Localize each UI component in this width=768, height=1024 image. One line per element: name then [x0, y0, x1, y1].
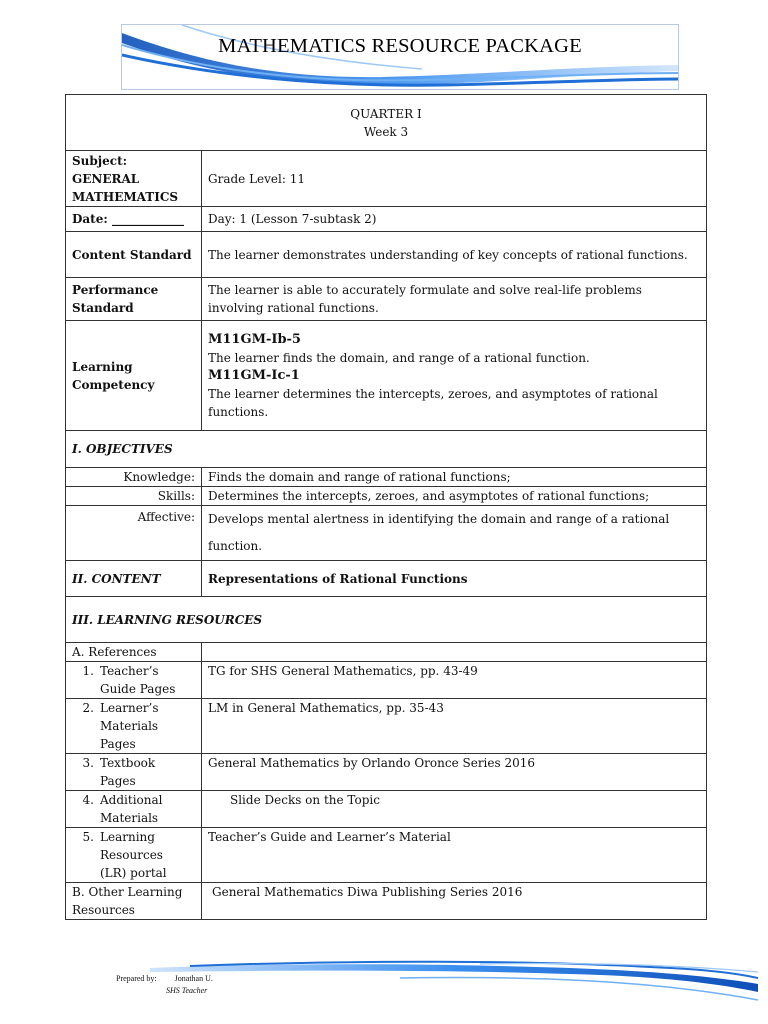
performance-standard-row [66, 278, 707, 321]
performance-label-line1: Performance [72, 283, 159, 297]
resource-row-4 [66, 791, 707, 828]
resource-label-5: Learning Resources (LR) portal [100, 830, 167, 880]
competency-cell [202, 321, 707, 431]
prepared-by-label: Prepared by: [116, 974, 157, 983]
references-label: A. References [66, 643, 202, 662]
preparer-role: SHS Teacher [166, 986, 208, 995]
quarter-label: QUARTER I [350, 106, 422, 121]
competency-code-1: M11GM-Ib-5 [208, 331, 301, 347]
resource-num-1: 1. [82, 664, 94, 678]
other-resources-label-text: B. Other Learning Resources [72, 885, 183, 917]
subject-value: GENERAL MATHEMATICS [72, 171, 179, 204]
resource-label-4: Additional Materials [100, 793, 163, 825]
subject-label: Subject: [72, 153, 128, 168]
resources-heading-row [66, 597, 707, 643]
resource-row-1 [66, 662, 707, 699]
skills-text: Determines the intercepts, zeroes, and asymptotes of rational functions; [202, 487, 707, 506]
objectives-heading-row [66, 431, 707, 468]
competency-label-line1: Learning [72, 359, 133, 374]
resource-row-2 [66, 699, 707, 754]
resource-label-2: Learner’s Materials Pages [100, 701, 159, 751]
header-banner [121, 24, 679, 90]
competency-row [66, 321, 707, 431]
resource-num-2: 2. [82, 701, 94, 715]
resource-num-3: 3. [82, 756, 94, 770]
resource-value-1: TG for SHS General Mathematics, pp. 43-49 [202, 662, 707, 699]
resources-heading: III. LEARNING RESOURCES [66, 597, 707, 643]
content-standard-label: Content Standard [66, 232, 202, 278]
resource-value-4: Slide Decks on the Topic [202, 791, 707, 828]
competency-code-2: M11GM-Ic-1 [208, 367, 300, 383]
affective-label: Affective: [66, 506, 202, 561]
competency-text-2: The learner determines the intercepts, zeroes, and asymptotes of rational functions. [208, 386, 658, 419]
prepared-by [116, 974, 213, 983]
content-heading: II. CONTENT [66, 561, 202, 597]
resource-value-5: Teacher’s Guide and Learner’s Material [202, 828, 707, 883]
quarter-row [66, 95, 707, 151]
knowledge-text: Finds the domain and range of rational functions; [202, 468, 707, 487]
other-resources-value: General Mathematics Diwa Publishing Series 2016 [202, 883, 707, 920]
lesson-plan-table [65, 94, 707, 920]
day-value: Day: 1 (Lesson 7-subtask 2) [202, 207, 707, 232]
resource-label-3: Textbook Pages [100, 756, 156, 788]
other-resources-label [66, 883, 202, 920]
content-standard-row [66, 232, 707, 278]
resource-num-5: 5. [82, 830, 94, 844]
performance-standard-text: The learner is able to accurately formulate and solve real-life problems involving rational functions. [202, 278, 707, 321]
week-label: Week 3 [363, 124, 409, 139]
resource-num-4: 4. [82, 793, 94, 807]
subject-row [66, 151, 707, 207]
affective-text: Develops mental alertness in identifying the domain and range of a rational function. [202, 506, 707, 561]
grade-level: Grade Level: 11 [202, 151, 707, 207]
resource-label-1: Teacher’s Guide Pages [100, 664, 176, 696]
content-row [66, 561, 707, 597]
knowledge-row [66, 468, 707, 487]
quarter-cell [66, 95, 707, 151]
competency-label [66, 321, 202, 431]
footer-swoosh-graphic [150, 958, 758, 1004]
content-standard-text: The learner demonstrates understanding of key concepts of rational functions. [202, 232, 707, 278]
date-label: Date: ____________ [66, 207, 202, 232]
knowledge-label: Knowledge: [66, 468, 202, 487]
preparer-name: Jonathan U. [174, 974, 213, 983]
competency-text-1: The learner finds the domain, and range of a rational function. [208, 350, 590, 365]
performance-label-line2: Standard [72, 301, 134, 315]
resource-value-3: General Mathematics by Orlando Oronce Series 2016 [202, 754, 707, 791]
competency-label-line2: Competency [72, 377, 155, 392]
subject-cell [66, 151, 202, 207]
other-resources-row [66, 883, 707, 920]
date-row [66, 207, 707, 232]
content-text: Representations of Rational Functions [202, 561, 707, 597]
objectives-heading: I. OBJECTIVES [66, 431, 707, 468]
affective-row [66, 506, 707, 561]
document-title: MATHEMATICS RESOURCE PACKAGE [218, 35, 582, 57]
performance-standard-label [66, 278, 202, 321]
references-row [66, 643, 707, 662]
resource-row-3 [66, 754, 707, 791]
resource-value-2: LM in General Mathematics, pp. 35-43 [202, 699, 707, 754]
skills-label: Skills: [66, 487, 202, 506]
resource-row-5 [66, 828, 707, 883]
skills-row [66, 487, 707, 506]
